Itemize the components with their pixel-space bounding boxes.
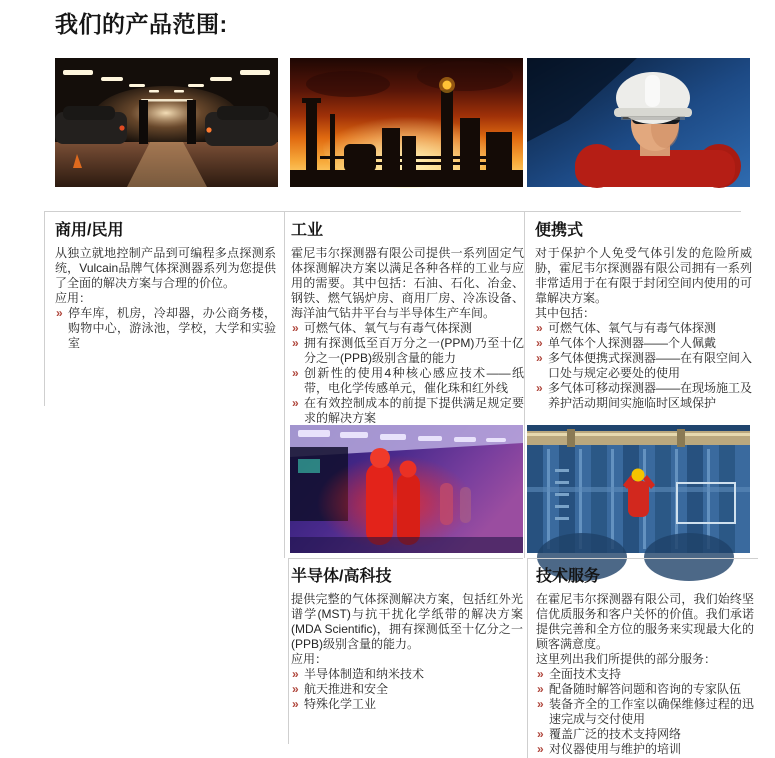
- section-services: [527, 558, 758, 758]
- bullet-marker: »: [292, 366, 299, 380]
- bullet-text: 覆盖广泛的技术支持网络: [549, 727, 682, 741]
- section-title: 便携式: [535, 222, 584, 239]
- bullet-item: [536, 667, 754, 682]
- bullet-item: [535, 351, 752, 381]
- bullet-item: [536, 742, 754, 757]
- bullet-text: 单气体个人探测器——个人佩戴: [548, 336, 717, 350]
- cleanroom-red-photo: [290, 425, 523, 553]
- bullet-text: 多气体便携式探测器——在有限空间入口处与规定必要处的使用: [548, 351, 753, 380]
- bullet-text: 可燃气体、氧气与有毒气体探测: [548, 321, 717, 335]
- bullet-marker: »: [292, 336, 299, 350]
- bullet-marker: »: [292, 321, 299, 335]
- bullet-text: 可燃气体、氧气与有毒气体探测: [304, 321, 473, 335]
- bullet-text: 装备齐全的工作室以确保维修过程的迅速完成与交付使用: [549, 697, 754, 726]
- bullet-text: 半导体制造和纳米技术: [304, 667, 425, 681]
- bullet-marker: »: [292, 396, 299, 410]
- bullet-item: [535, 336, 752, 351]
- bullet-marker: »: [537, 697, 544, 711]
- section-paragraph: 这里列出我们所提供的部分服务：: [536, 652, 717, 666]
- bullet-item: [536, 727, 754, 742]
- section-paragraph: 霍尼韦尔探测器有限公司提供一系列固定气体探测解决方案以满足各种各样的工业与应用的需要。其中包括：石油、石化、冶金、钢铁、燃气锅炉房、商用厂房、冷冻设备、海洋油气钻井平台与半导体生产车间。: [291, 246, 524, 320]
- section-paragraph: 其中包括：: [535, 306, 596, 320]
- bullet-text: 全面技术支持: [549, 667, 622, 681]
- bullet-marker: »: [292, 682, 299, 696]
- section-paragraph: 应用：: [55, 291, 92, 305]
- bullet-text: 特殊化学工业: [304, 697, 377, 711]
- bullet-text: 创新性的使用4种核心感应技术——纸带，电化学传感单元，催化珠和红外线: [304, 366, 524, 395]
- section-paragraph: 从独立就地控制产品到可编程多点探测系统，Vulcain品牌气体探测器系列为您提供了全面的解决方案与合理的价位。: [55, 246, 276, 290]
- section-semiconductor: [288, 558, 523, 744]
- bullet-list: [291, 321, 524, 426]
- bullet-item: [535, 381, 752, 411]
- bullet-item: [291, 336, 524, 366]
- bullet-text: 对仪器使用与维护的培训: [549, 742, 682, 756]
- bullet-marker: »: [56, 306, 63, 320]
- section-title: 半导体/高科技: [291, 568, 392, 585]
- bullet-item: [291, 667, 523, 682]
- bullet-text: 拥有探测低至百万分之一(PPM)乃至十亿分之一(PPB)级别含量的能力: [304, 336, 524, 365]
- bullet-marker: »: [536, 336, 543, 350]
- page-title: 我们的产品范围:: [55, 11, 228, 37]
- bullet-list: [536, 667, 754, 757]
- bullet-marker: »: [537, 727, 544, 741]
- section-paragraph: 应用：: [291, 652, 328, 666]
- bullet-marker: »: [537, 742, 544, 756]
- bullet-item: [291, 396, 524, 426]
- bullet-text: 停车库，机房，冷却器，办公商务楼，购物中心，游泳池，学校，大学和实验室: [68, 306, 276, 350]
- bullet-marker: »: [536, 381, 543, 395]
- bullet-marker: »: [292, 697, 299, 711]
- parking-garage-photo: [55, 58, 278, 187]
- worker-portrait-photo: [527, 58, 750, 187]
- bullet-marker: »: [537, 667, 544, 681]
- section-title: 商用/民用: [55, 222, 124, 239]
- bullet-marker: »: [292, 667, 299, 681]
- bullet-item: [536, 682, 754, 697]
- bullet-list: [291, 667, 523, 712]
- bullet-item: [536, 697, 754, 727]
- refinery-night-photo: [290, 58, 523, 187]
- bullet-text: 在有效控制成本的前提下提供满足规定要求的解决方案: [304, 396, 524, 425]
- section-commercial: [44, 212, 284, 406]
- bullet-item: [291, 366, 524, 396]
- section-title: 工业: [291, 222, 324, 239]
- bullet-item: [535, 321, 752, 336]
- section-paragraph: 提供完整的气体探测解决方案，包括红外光谱学(MST)与抗干扰化学纸带的解决方案(MDA Scientific)，拥有探测低至十亿分之一(PPB)级别含量的能力。: [291, 592, 523, 651]
- bullet-marker: »: [536, 351, 543, 365]
- bullet-item: [55, 306, 276, 351]
- bullet-text: 航天推进和安全: [304, 682, 389, 696]
- bullet-list: [535, 321, 752, 411]
- section-paragraph: 对于保护个人免受气体引发的危险所威胁，霍尼韦尔探测器有限公司拥有一系列非常适用于在有限于封闭空间内使用的可靠解决方案。: [535, 246, 752, 305]
- bullet-marker: »: [536, 321, 543, 335]
- bullet-item: [291, 321, 524, 336]
- section-paragraph: 在霍尼韦尔探测器有限公司，我们始终坚信优质服务和客户关怀的价值。我们承诺提供完善和全方位的服务来实现最大化的顾客满意度。: [536, 592, 754, 651]
- section-title: 技术服务: [536, 568, 601, 585]
- bullet-item: [291, 682, 523, 697]
- bullet-marker: »: [537, 682, 544, 696]
- boiler-inspection-photo: [527, 425, 750, 553]
- bullet-item: [291, 697, 523, 712]
- bullet-text: 配备随时解答问题和咨询的专家队伍: [549, 682, 742, 696]
- bullet-list: [55, 306, 276, 351]
- bullet-text: 多气体可移动探测器——在现场施工及养护活动期间实施临时区域保护: [548, 381, 753, 410]
